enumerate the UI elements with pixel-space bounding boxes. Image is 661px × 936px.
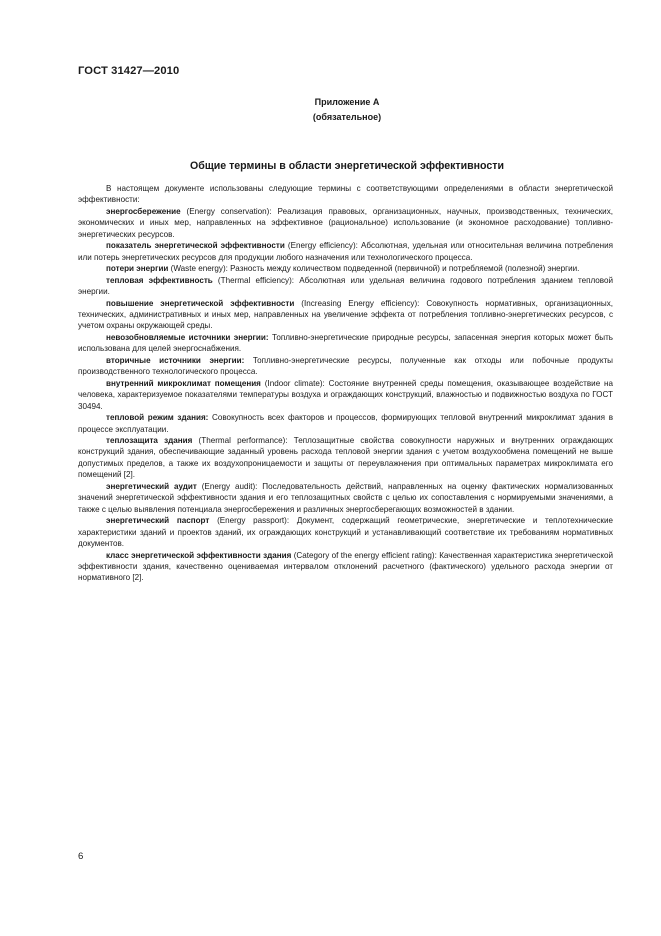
- term-definition: (Energy audit): Последовательность действий, направленных на оценку фактических нормализованных значений энергетической эффективности здания и его теплозащитных свойств с целью их сопоставления с нормируемыми значениями, а также с целью выявления потенциала энергосбережения и различных энергосберегающих возможностей в здании.: [78, 481, 613, 514]
- term-paragraph: [78, 412, 613, 435]
- term-name: энергетический аудит: [106, 481, 197, 491]
- annex-title: Приложение А: [314, 97, 380, 107]
- term-definition: (Waste energy): Разность между количеством подведенной (первичной) и потребляемой (полезной) энергии.: [168, 264, 580, 274]
- term-paragraph: [78, 435, 613, 481]
- section-title: Общие термины в области энергетической эффективности: [190, 160, 504, 172]
- term-definition: (Category of the energy efficient rating): Качественная характеристика энергетической эффективности здания, качественно оцениваемая интервалом отклонений расчетного (фактического) удельного расхода энергии от нормативного [2].: [78, 550, 614, 583]
- page-header-doc-code: ГОСТ 31427—2010: [78, 65, 180, 77]
- term-definition: (Thermal efficiency): Абсолютная или удельная величина годового потребления зданием тепловой энергии.: [78, 275, 613, 297]
- term-definition: (Indoor climate): Состояние внутренней среды помещения, оказывающее воздействие на человека, характеризуемое показателями температуры воздуха и ограждающих конструкций, влажностью и подвижностью воздуха по ГОСТ 30494.: [78, 378, 613, 411]
- term-definition: (Energy conservation): Реализация правовых, организационных, научных, производственных, технических, экономических и иных мер, направленных на эффективное (рациональное) использование (и экономное расходование) топливно-энергетических ресурсов.: [78, 206, 613, 239]
- term-name: вторичные источники энергии:: [106, 355, 245, 365]
- term-name: энергосбережение: [106, 206, 181, 216]
- term-name: внутренний микроклимат помещения: [106, 378, 261, 388]
- term-paragraph: [78, 240, 613, 263]
- term-paragraph: [78, 275, 613, 298]
- term-name: теплозащита здания: [106, 435, 193, 445]
- term-paragraph: [78, 355, 613, 378]
- term-paragraph: [78, 378, 613, 412]
- term-paragraph: [78, 298, 613, 332]
- term-definition: (Energy passport): Документ, содержащий геометрические, энергетические и теплотехнические характеристики зданий и проектов зданий, их ограждающих конструкций и устанавливающий соответствие их требованиям нормативных документов.: [78, 516, 613, 549]
- term-name: тепловой режим здания:: [106, 413, 209, 423]
- terms-body: [78, 183, 613, 584]
- term-name: класс энергетической эффективности здания: [106, 550, 292, 560]
- term-name: невозобновляемые источники энергии:: [106, 332, 269, 342]
- term-paragraph: [78, 515, 613, 549]
- term-paragraph: [78, 263, 613, 274]
- term-name: энергетический паспорт: [106, 516, 210, 526]
- term-paragraph: [78, 481, 613, 515]
- term-paragraph: [78, 550, 613, 584]
- annex-status: (обязательное): [312, 112, 382, 122]
- term-definition: Совокупность всех факторов и процессов, формирующих тепловой внутренний микроклимат здания в процессе эксплуатации.: [78, 413, 613, 434]
- term-name: показатель энергетической эффективности: [106, 241, 285, 251]
- term-name: потери энергии: [106, 264, 169, 274]
- term-paragraph: [78, 332, 613, 355]
- term-name: тепловая эффективность: [106, 275, 213, 285]
- term-definition: (Energy efficiency): Абсолютная, удельная или относительная величина потребления или потерь энергетических ресурсов для продукции любого назначения или технологического процесса.: [78, 241, 613, 262]
- term-paragraph: [78, 206, 613, 240]
- page-number: 6: [78, 851, 84, 862]
- term-definition: Топливно-энергетические природные ресурсы, запасенная энергия которых может быть использована для целей энергоснабжения.: [78, 332, 613, 354]
- term-definition: (Increasing Energy efficiency): Совокупность нормативных, организационных, технических, административных и иных мер, направленных на увеличение эффекта от потребления топливно-энергетических ресурсов, с учетом охраны окружающей среды.: [78, 298, 613, 331]
- term-definition: Топливно-энергетические ресурсы, полученные как отходы или побочные продукты производственного технологического процесса.: [78, 355, 613, 377]
- term-definition: (Thermal performance): Теплозащитные свойства совокупности наружных и внутренних ограждающих конструкций здания, обеспечивающие заданный уровень расхода тепловой энергии здания с учетом воздухообмена помещений не выше допустимых пределов, а также их воздухопроницаемости и защиты от переувлажнения при оптимальных параметрах микроклимата его помещений [2].: [78, 435, 613, 480]
- term-name: повышение энергетической эффективности: [106, 298, 295, 308]
- intro-paragraph: В настоящем документе использованы следующие термины с соответствующими определениями в области энергетической эффективности:: [78, 184, 613, 205]
